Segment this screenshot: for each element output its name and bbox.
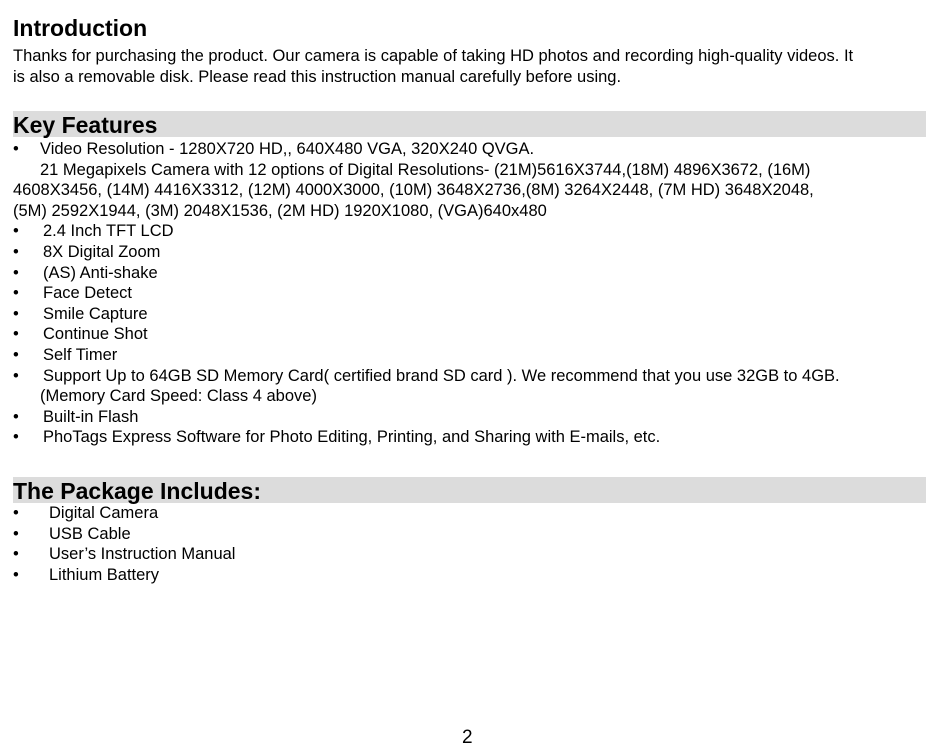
bullet-icon [13, 407, 25, 428]
package-includes-heading: The Package Includes: [13, 478, 261, 504]
list-item-text: Lithium Battery [49, 565, 160, 584]
list-item [13, 565, 938, 586]
bullet-icon [13, 544, 25, 565]
bullet-icon [13, 503, 25, 524]
list-item-text: Face Detect [43, 284, 132, 303]
list-item [13, 407, 938, 428]
list-item-text: PhoTags Express Software for Photo Editing, Printing, and Sharing with E-mails, etc. [43, 428, 661, 447]
bullet-icon [13, 283, 25, 304]
list-item [13, 139, 938, 160]
sd-card-continuation: (Memory Card Speed: Class 4 above) [40, 387, 317, 406]
bullet-icon [13, 366, 25, 387]
list-item-text: 2.4 Inch TFT LCD [43, 222, 174, 241]
key-features-list [13, 139, 938, 448]
bullet-icon [13, 565, 25, 586]
list-item-text: Digital Camera [49, 504, 159, 522]
bullet-icon [13, 221, 25, 242]
megapixels-line-3: (5M) 2592X1944, (3M) 2048X1536, (2M HD) 1920X1080, (VGA)640x480 [13, 201, 547, 220]
megapixels-line-2: 4608X3456, (14M) 4416X3312, (12M) 4000X3000, (10M) 3648X2736,(8M) 3264X2448, (7M HD) 3648X2048, [13, 181, 814, 200]
page-number: 2 [462, 727, 473, 748]
list-item [13, 427, 938, 448]
list-item [13, 283, 938, 304]
megapixels-line-1: 21 Megapixels Camera with 12 options of Digital Resolutions- (21M)5616X3744,(18M) 4896X3672, (16M) [40, 160, 811, 179]
list-item [13, 345, 938, 366]
introduction-heading: Introduction [13, 15, 148, 41]
list-item [13, 324, 938, 345]
list-item [13, 221, 938, 242]
bullet-icon [13, 139, 25, 160]
introduction-line-1: Thanks for purchasing the product. Our camera is capable of taking HD photos and recording high-quality videos. It [13, 47, 854, 65]
list-item-text: Video Resolution - 1280X720 HD,, 640X480 VGA, 320X240 QVGA. [40, 140, 535, 158]
key-features-heading: Key Features [13, 112, 158, 138]
bullet-icon [13, 324, 25, 345]
bullet-icon [13, 263, 25, 284]
list-item [13, 242, 938, 263]
list-item-text: Self Timer [43, 345, 118, 364]
list-item-text: Continue Shot [43, 325, 148, 344]
list-item-text: USB Cable [49, 524, 131, 543]
package-includes-list [13, 503, 938, 585]
bullet-icon [13, 304, 25, 325]
list-item [13, 524, 938, 545]
list-item-text: Smile Capture [43, 304, 148, 323]
list-item-text: (AS) Anti-shake [43, 263, 158, 282]
bullet-icon [13, 345, 25, 366]
list-item-text: Support Up to 64GB SD Memory Card( certified brand SD card ). We recommend that you use 32GB to 4GB. [43, 366, 840, 385]
bullet-icon [13, 524, 25, 545]
list-item [13, 503, 938, 524]
list-item [13, 304, 938, 325]
bullet-icon [13, 242, 25, 263]
list-item-text: User’s Instruction Manual [49, 545, 236, 564]
list-item [13, 366, 938, 387]
list-item [13, 544, 938, 565]
introduction-line-2: is also a removable disk. Please read this instruction manual carefully before using. [13, 68, 622, 86]
package-includes-header-bar [13, 477, 926, 503]
list-item-text: 8X Digital Zoom [43, 242, 161, 261]
introduction-paragraph [13, 46, 938, 88]
megapixels-paragraph [13, 160, 938, 222]
list-item [13, 263, 938, 284]
bullet-icon [13, 427, 25, 448]
list-item-text: Built-in Flash [43, 407, 139, 426]
key-features-header-bar [13, 111, 926, 137]
